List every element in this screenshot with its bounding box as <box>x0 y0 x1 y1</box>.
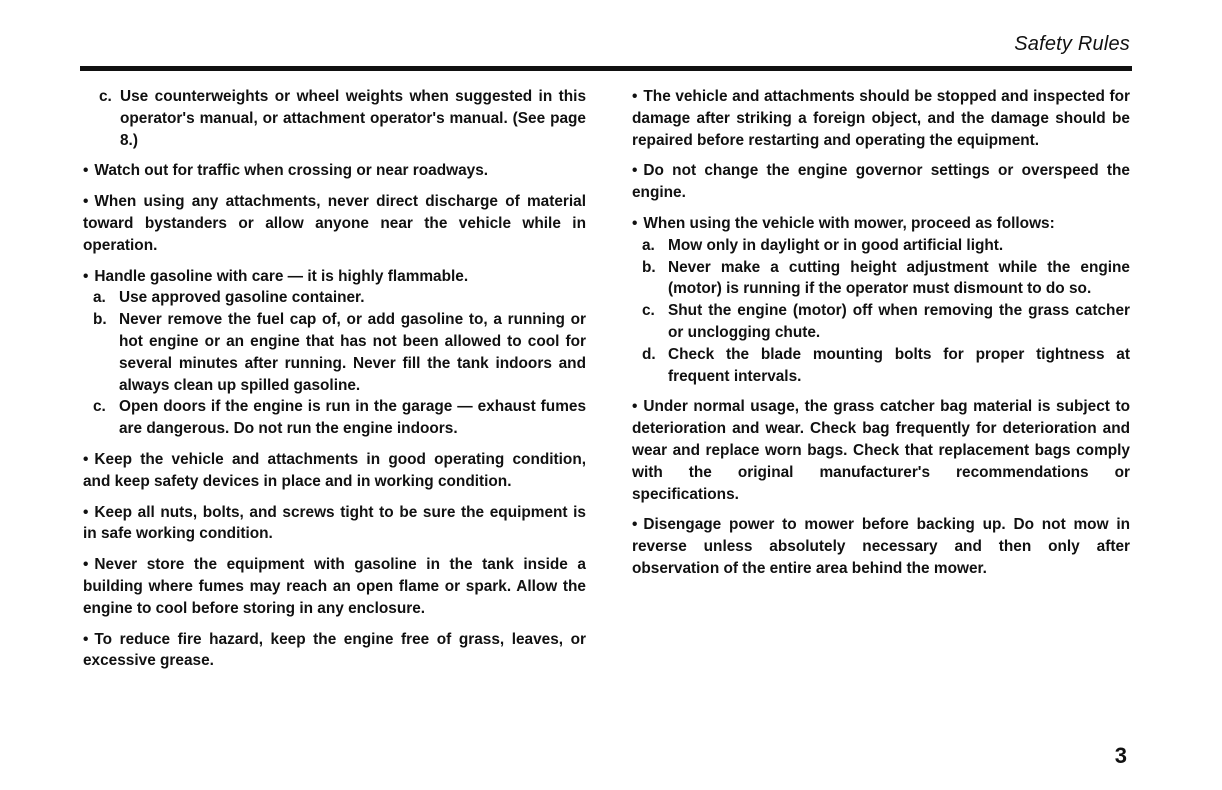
list-item-letter: a. <box>642 236 655 254</box>
rule-keep-nuts <box>83 502 586 546</box>
bullet-icon: • <box>83 630 89 648</box>
bullet-icon: • <box>632 162 638 180</box>
right-column <box>632 86 1130 589</box>
list-item-text: Use counterweights or wheel weights when suggested in this operator's manual, or attachment operator's manual. (See page 8.) <box>120 88 586 149</box>
rule-foreign-object <box>632 86 1130 151</box>
rule-traffic <box>83 160 586 182</box>
list-item <box>632 300 1130 344</box>
bullet-icon: • <box>83 193 89 211</box>
header-divider <box>80 66 1132 71</box>
bullet-icon: • <box>632 516 638 534</box>
list-item <box>632 344 1130 388</box>
bullet-icon: • <box>83 162 89 180</box>
rule-grass-catcher <box>632 396 1130 505</box>
list-item-text: Open doors if the engine is run in the garage — exhaust fumes are dangerous. Do not run the engine indoors. <box>119 398 586 438</box>
list-item-letter: a. <box>93 289 106 307</box>
list-item-letter: b. <box>642 258 656 276</box>
rule-text: Handle gasoline with care — it is highly flammable. <box>94 267 469 285</box>
list-item-text: Shut the engine (motor) off when removing the grass catcher or unclogging chute. <box>668 302 1130 341</box>
rule-text: When using any attachments, never direct discharge of material toward bystanders or allow anyone near the vehicle while in operation. <box>83 193 586 254</box>
rule-text: Never store the equipment with gasoline in the tank inside a building where fumes may reach an open flame or spark. Allow the engine to cool before storing in any enclosure. <box>83 556 586 617</box>
bullet-icon: • <box>83 556 89 574</box>
page-number: 3 <box>1114 743 1127 768</box>
continued-list <box>83 86 586 151</box>
rule-text: Disengage power to mower before backing up. Do not mow in reverse unless absolutely necessary and then only after observation of the entire area behind the mower. <box>632 516 1130 577</box>
rule-gasoline <box>83 266 586 288</box>
rule-text: Watch out for traffic when crossing or near roadways. <box>94 162 489 180</box>
rule-mower <box>632 213 1130 235</box>
bullet-icon: • <box>83 503 89 521</box>
rule-text: Keep the vehicle and attachments in good operating condition, and keep safety devices in place and in working condition. <box>83 450 586 490</box>
rule-disengage <box>632 514 1130 579</box>
gasoline-sublist <box>83 287 586 440</box>
list-item <box>83 287 586 309</box>
rule-fire-hazard <box>83 629 586 673</box>
list-item-text: Never remove the fuel cap of, or add gasoline to, a running or hot engine or an engine that has not been allowed to cool for several minutes after running. Never fill the tank indoors and always clean up spilled gasoline. <box>119 311 586 394</box>
left-column <box>83 86 586 681</box>
bullet-icon: • <box>83 450 89 468</box>
list-item-letter: c. <box>642 302 655 320</box>
page-section-title: Safety Rules <box>1014 33 1130 55</box>
list-item-text: Use approved gasoline container. <box>119 289 365 307</box>
rule-governor <box>632 160 1130 204</box>
rule-attachments <box>83 191 586 256</box>
list-item-text: Mow only in daylight or in good artificial light. <box>668 236 1004 254</box>
list-item-letter: b. <box>93 311 107 329</box>
rule-text: The vehicle and attachments should be stopped and inspected for damage after striking a foreign object, and the damage should be repaired before restarting and operating the equipment. <box>632 88 1130 149</box>
list-item-letter: d. <box>642 345 656 363</box>
list-item <box>632 235 1130 257</box>
list-item <box>83 396 586 440</box>
list-item-text: Check the blade mounting bolts for proper tightness at frequent intervals. <box>668 345 1130 385</box>
bullet-icon: • <box>632 88 638 105</box>
bullet-icon: • <box>632 398 638 416</box>
list-item-letter: c. <box>99 88 112 105</box>
rule-never-store <box>83 554 586 619</box>
list-item <box>83 309 586 396</box>
list-item <box>83 86 586 151</box>
rule-text: Keep all nuts, bolts, and screws tight to be sure the equipment is in safe working condition. <box>83 503 586 543</box>
mower-sublist <box>632 235 1130 388</box>
rule-text: Do not change the engine governor settings or overspeed the engine. <box>632 162 1130 202</box>
bullet-icon: • <box>632 214 638 232</box>
rule-keep-vehicle <box>83 449 586 493</box>
list-item <box>632 257 1130 301</box>
list-item-text: Never make a cutting height adjustment while the engine (motor) is running if the operator must dismount to do so. <box>668 258 1130 298</box>
rule-text: Under normal usage, the grass catcher bag material is subject to deterioration and wear. Check bag frequently for deterioration and wear and replace worn bags. Check that replacement bags comply with the original manufacturer's recommendations or specifications. <box>632 398 1130 503</box>
rule-text: To reduce fire hazard, keep the engine free of grass, leaves, or excessive grease. <box>83 630 586 670</box>
rule-text: When using the vehicle with mower, proceed as follows: <box>643 214 1055 232</box>
list-item-letter: c. <box>93 398 106 416</box>
bullet-icon: • <box>83 267 89 285</box>
